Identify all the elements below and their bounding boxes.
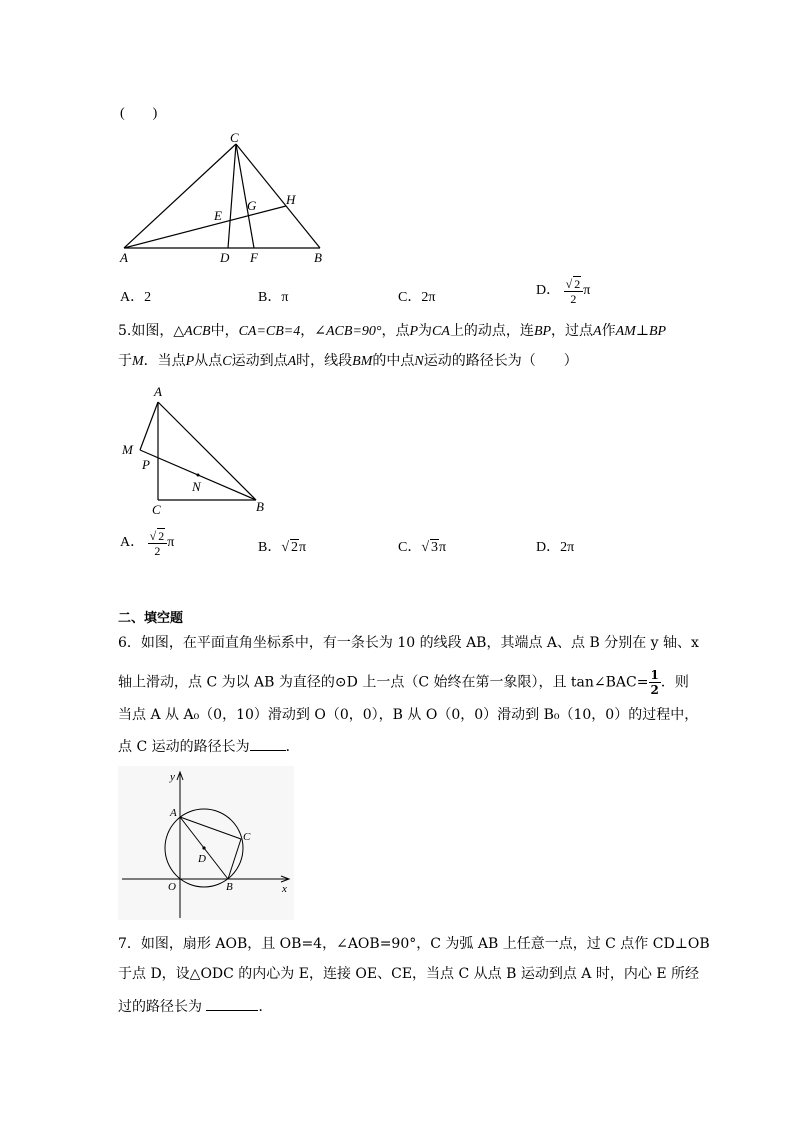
q5-text: 时，线段 [296, 353, 353, 369]
q5-point-n-dot [197, 474, 200, 477]
q4-label-d: D [220, 250, 230, 265]
q6-tan-fraction [649, 668, 661, 697]
q4-option-d [536, 276, 590, 306]
q4-option-c-letter: C． [398, 290, 422, 305]
q7-line-3-end: ． [258, 999, 273, 1015]
q6-line-2-text: 轴上滑动，点 C 为以 AB 为直径的⊙D 上一点（C 始终在第一象限），且 tan∠BAC= [118, 674, 649, 691]
q5-option-d-letter: D． [536, 540, 561, 555]
q5-point-n: N [414, 354, 424, 369]
q7-line-3-text: 过的路径长为 [118, 999, 202, 1015]
q4-option-a-value: 2 [144, 290, 152, 305]
q5-segment-bp: BP [533, 324, 552, 339]
q5-condition-lengths: CA=CB=4 [238, 324, 301, 339]
q6-answer-blank[interactable] [250, 750, 286, 751]
q6-line-2 [118, 668, 689, 697]
q4-option-b [258, 286, 288, 306]
q5-option-c-sqrt: 3 [431, 540, 439, 555]
q5-figure [118, 380, 278, 520]
q4-option-d-fraction: $\frac{√ 2}{2}$ [564, 276, 584, 306]
q5-segment-am [140, 402, 158, 450]
q5-point-a: A [287, 354, 297, 369]
q6-point-d-dot [202, 846, 205, 849]
q4-option-b-letter: B． [258, 290, 282, 305]
q5-option-a-den: 2 [154, 544, 161, 558]
q5-segment-bm: BM [352, 354, 373, 369]
q5-text: 的中点 [372, 353, 415, 369]
q6-label-o: O [168, 881, 176, 893]
q5-label-b: B [256, 499, 264, 514]
q5-line-1 [118, 321, 666, 342]
q4-segment-ah [124, 206, 286, 248]
q5-option-b-letter: B． [258, 540, 282, 555]
q6-figure [118, 766, 294, 920]
q5-side-ab [158, 402, 256, 500]
q4-figure [110, 128, 340, 268]
q5-point-p: P [409, 324, 419, 339]
q6-line-2-end: ．则 [660, 674, 689, 691]
q5-option-a [120, 528, 174, 558]
q5-option-c-letter: C． [398, 540, 422, 555]
q5-text: 从点 [194, 353, 223, 369]
q6-label-x: x [282, 883, 287, 895]
q5-option-c-pi: π [439, 540, 447, 555]
q5-label-a: A [154, 384, 162, 399]
q6-line-4-text: 点 C 运动的路径长为 [118, 739, 250, 755]
q7-line-1: 7．如图，扇形 AOB，且 OB=4，∠AOB=90°，C 为弧 AB 上任意一点，过 C 点作 CD⊥OB [118, 936, 710, 952]
q4-label-a: A [120, 250, 128, 265]
q4-segment-cd [228, 144, 236, 248]
q5-line-2 [118, 351, 578, 372]
q7-line-3 [118, 997, 272, 1017]
q4-answer-bracket: ( ) [120, 106, 158, 121]
q4-label-e: E [214, 208, 222, 223]
q4-option-d-pi: π [583, 283, 591, 299]
q5-text: ， [300, 323, 315, 339]
q6-label-a: A [170, 807, 177, 819]
q5-point-p: P [185, 354, 195, 369]
q5-text: 如图， [131, 323, 174, 339]
q5-text: 运动的路径长为（ ） [423, 353, 578, 369]
q6-label-y: y [170, 771, 175, 783]
q7-answer-blank[interactable] [206, 1010, 258, 1011]
q5-condition-angle: ∠ACB=90° [314, 324, 382, 339]
q5-option-b-sqrt: 2 [291, 540, 299, 555]
section-heading: 二、填空题 [118, 611, 184, 626]
q6-label-c: C [243, 831, 251, 843]
q5-option-a-letter: A． [120, 535, 145, 551]
q4-option-b-value: π [281, 290, 289, 305]
q4-label-f: F [250, 250, 258, 265]
q5-option-d-value: 2π [560, 540, 575, 555]
q4-option-c [398, 286, 435, 306]
q4-option-a-letter: A． [120, 290, 145, 305]
q6-tan-den: 2 [650, 683, 659, 697]
q5-perpendicular: AM⊥BP [615, 324, 667, 339]
q5-point-a: A [593, 324, 602, 339]
q4-side-cb [236, 144, 320, 248]
q5-label-p: P [142, 457, 150, 472]
q6-line-4 [118, 737, 300, 757]
q6-tan-num: 1 [650, 668, 659, 682]
q4-option-c-value: 2π [421, 290, 436, 305]
q5-label-n: N [192, 479, 201, 494]
q5-text: ．当点 [143, 353, 186, 369]
q5-triangle: △ACB [173, 324, 211, 339]
q5-option-b-pi: π [299, 540, 307, 555]
q5-label-c: C [152, 502, 161, 517]
q5-option-c: C．√ 3π [398, 540, 447, 555]
q5-label-m: M [122, 442, 133, 457]
q4-option-d-letter: D． [536, 283, 561, 299]
q4-segment-cf [236, 144, 254, 248]
q5-text: ，过点 [551, 323, 594, 339]
q5-text: 于 [118, 353, 132, 369]
q4-side-ca [124, 144, 236, 248]
q6-line-1: 6．如图，在平面直角坐标系中，有一条长为 10 的线段 AB，其端点 A、点 B 分别在 y 轴、x [118, 635, 699, 651]
q5-number: 5. [118, 323, 132, 339]
q5-text: 为 [418, 323, 433, 339]
q4-option-d-sqrt: 2 [574, 277, 581, 291]
q5-text: 上的动点，连 [449, 323, 534, 339]
q4-label-b: B [314, 250, 322, 265]
q5-option-d [536, 536, 574, 556]
q4-label-h: H [286, 192, 296, 207]
q5-point-c: C [222, 354, 232, 369]
q4-label-g: G [247, 198, 257, 213]
q6-line-4-end: ． [285, 739, 300, 755]
q5-option-a-pi: π [167, 535, 175, 551]
q5-text: 中， [210, 323, 239, 339]
q5-text: 作 [601, 323, 616, 339]
q6-label-b: B [226, 881, 233, 893]
q5-text: 运动到点 [231, 353, 288, 369]
q5-option-b: B．√ 2π [258, 540, 307, 555]
q4-label-c: C [230, 130, 239, 145]
q5-text: ，点 [381, 323, 410, 339]
q6-label-d: D [198, 853, 206, 865]
q4-option-d-den: 2 [570, 292, 577, 306]
q5-segment-ca: CA [432, 324, 450, 339]
q5-option-a-fraction: $\frac{√ 2}{2}$ [148, 528, 168, 558]
q6-line-3: 当点 A 从 A₀（0，10）滑动到 O（0，0），B 从 O（0，0）滑动到 B₀（10，0）的过程中， [118, 707, 699, 723]
q7-line-2: 于点 D，设△ODC 的内心为 E，连接 OE、CE，当点 C 从点 B 运动到点 A 时，内心 E 所经 [118, 966, 699, 982]
q4-option-a [120, 286, 151, 306]
q5-point-m: M [132, 354, 144, 369]
q5-option-a-sqrt: 2 [158, 529, 165, 543]
